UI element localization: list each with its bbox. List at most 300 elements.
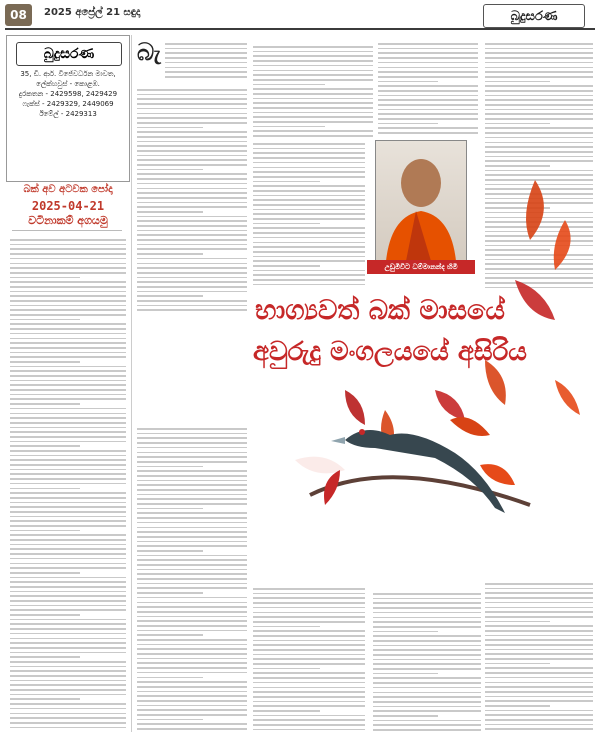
text-line [485,85,593,87]
text-line [10,413,126,415]
text-line [10,638,126,640]
text-line [137,103,247,105]
address-line: 35, ඩී. ආර්. විජේවර්ධන මාවත, [20,70,116,78]
text-line [10,502,126,504]
text-line [10,338,126,340]
text-line [137,466,203,468]
text-line [485,67,593,69]
text-line [165,52,247,54]
text-line [485,621,550,623]
text-line [10,253,126,255]
text-line [10,623,126,625]
text-line [137,267,247,269]
text-line [373,706,481,708]
text-line [137,211,203,213]
text-line [10,689,126,691]
text-line [10,548,126,550]
text-line [10,380,126,382]
text-line [378,132,478,134]
text-line [137,662,247,664]
text-line [10,661,126,663]
text-line [485,616,593,618]
text-line [10,698,80,700]
article-col-2-lower [253,585,365,732]
text-line [373,701,481,703]
text-line [10,370,126,372]
text-line [485,132,593,134]
text-line [10,366,126,368]
text-line [485,644,593,646]
text-line [378,57,478,59]
text-line [373,682,481,684]
text-line [373,621,481,623]
text-line [253,88,373,90]
text-line [10,333,126,335]
text-line [137,705,247,707]
text-line [485,705,550,707]
text-line [137,178,247,180]
text-line [10,558,126,560]
text-line [373,645,481,647]
text-line [10,473,126,475]
text-line [373,696,481,698]
text-line [137,728,247,730]
text-line [485,99,593,101]
text-line [10,361,80,363]
text-line [137,484,247,486]
text-line [10,647,126,649]
text-line [253,621,365,623]
text-line [378,43,478,45]
text-line [10,352,126,354]
text-line [485,76,593,78]
text-line [378,52,478,54]
text-line [373,593,481,595]
text-line [253,143,365,145]
text-line [137,94,247,96]
text-line [253,649,365,651]
text-line [10,492,126,494]
text-line [10,248,126,250]
text-line [485,104,593,106]
text-line [373,659,481,661]
text-line [253,710,320,712]
text-line [253,724,365,726]
text-line [10,525,126,527]
text-line [137,475,247,477]
text-line [373,729,481,731]
text-line [373,635,481,637]
text-line [10,703,126,705]
text-line [137,648,247,650]
text-line [10,530,80,532]
address-line: ලේක්හවුස් - කොළඹ. [36,80,100,88]
text-line [378,90,478,92]
text-line [10,277,80,279]
text-line [485,677,593,679]
text-line [378,48,478,50]
masthead-logo: බුදුසරණ [16,42,122,66]
text-line [373,710,481,712]
text-line [10,713,126,715]
text-line [485,137,593,139]
text-line [10,577,126,579]
koel-bird-illustration [300,375,540,545]
text-line [485,602,593,604]
text-line [485,611,593,613]
text-line [485,52,593,54]
portrait-caption: උඩුමිවිට ධම්මානන්ද හිමි [367,260,475,274]
text-line [137,300,247,302]
text-line [137,723,247,725]
text-line [137,630,247,632]
text-line [137,719,203,721]
section-date: 2025-04-21 [31,199,105,213]
text-line [137,206,247,208]
text-line [485,724,593,726]
text-line [137,173,247,175]
text-line [253,112,373,114]
text-line [253,696,365,698]
text-line [165,43,247,45]
text-line [10,263,126,265]
text-line [137,291,247,293]
text-line [10,464,126,466]
text-line [485,682,593,684]
text-line [10,417,126,419]
text-line [137,234,247,236]
text-line [373,598,481,600]
text-line [10,609,126,611]
text-line [137,512,247,514]
text-line [10,319,80,321]
text-line [10,708,126,710]
text-line [10,563,126,565]
text-line [137,428,247,430]
text-line [137,470,247,472]
text-line [137,239,247,241]
text-line [137,433,247,435]
text-line [10,727,126,729]
text-line [10,511,126,513]
text-line [378,123,438,125]
text-line [485,714,593,716]
text-line [10,305,126,307]
monk-portrait [375,140,467,262]
text-line [485,607,593,609]
text-line [137,216,247,218]
text-line [137,536,247,538]
text-line [10,286,126,288]
text-line [137,263,247,265]
text-line [137,456,247,458]
text-line [378,85,478,87]
text-line [137,620,247,622]
text-line [137,573,247,575]
text-line [253,116,373,118]
text-line [137,503,247,505]
text-line [485,630,593,632]
text-line [137,225,247,227]
headline-line-2: අවුරුදු මංගලයයේ අසිරිය [252,337,528,367]
text-line [485,156,593,158]
text-line [10,403,80,405]
section-title: බක් අව අටවක පෝදා [23,184,113,195]
text-line [10,722,126,724]
text-line [10,680,126,682]
text-line [137,602,247,604]
text-line [137,244,247,246]
text-line [137,709,247,711]
text-line [137,305,247,307]
text-line [10,347,126,349]
text-line [137,578,247,580]
text-line [485,696,593,698]
text-line [378,62,478,64]
fax-line: ෆැක්ස් - 2429329, 2449069 [22,100,114,108]
text-line [373,663,481,665]
text-line [137,155,247,157]
text-line [253,148,365,150]
text-line [378,109,478,111]
text-line [137,606,247,608]
text-line [485,583,593,585]
text-line [137,639,247,641]
text-line [137,258,247,260]
text-line [485,672,593,674]
article-col-1 [137,86,247,316]
text-line [137,564,247,566]
text-line [137,587,247,589]
text-line [137,686,247,688]
email-line: ඊමේල් - 2429313 [39,110,97,118]
text-line [373,649,481,651]
text-line [137,113,247,115]
text-line [485,691,593,693]
text-line [253,98,373,100]
text-line [10,450,126,452]
text-line [137,169,203,171]
headline-line-1: භාග්‍යවත් බක් මාසයේ [255,295,505,326]
text-line [378,104,478,106]
text-line [10,384,126,386]
text-line [137,559,247,561]
text-line [378,76,478,78]
drop-cap: බැ [137,38,161,66]
text-line [485,597,593,599]
text-line [10,394,126,396]
text-line [10,591,126,593]
text-line [373,617,481,619]
text-line [253,102,373,104]
text-line [10,581,126,583]
text-line [10,267,126,269]
text-line [137,447,247,449]
text-line [253,677,365,679]
text-line [137,117,247,119]
text-line [373,677,481,679]
text-line [373,612,481,614]
text-line [137,136,247,138]
text-line [485,127,593,129]
text-line [485,62,593,64]
text-line [10,239,126,241]
text-line [137,89,247,91]
text-line [137,309,247,311]
text-line [485,649,593,651]
text-line [137,248,247,250]
text-line [253,640,365,642]
text-line [137,272,247,274]
text-line [378,127,478,129]
text-line [253,51,373,53]
text-line [485,81,550,83]
text-line [253,157,365,159]
text-line [485,57,593,59]
text-line [10,427,126,429]
text-line [10,281,126,283]
text-line [253,60,373,62]
text-line [253,593,365,595]
page-number-badge: 08 [5,4,32,26]
text-line [485,625,593,627]
text-line [137,695,247,697]
header-rule [5,28,595,30]
text-line [10,469,126,471]
text-line [253,663,365,665]
text-line [253,65,373,67]
text-line [10,595,126,597]
text-line [137,183,247,185]
text-line [137,691,247,693]
text-line [137,277,247,279]
text-line [485,109,593,111]
text-line [137,164,247,166]
text-line [485,118,593,120]
text-line [10,323,126,325]
text-line [485,686,593,688]
text-line [10,272,126,274]
text-line [373,715,438,717]
text-line [137,452,247,454]
text-line [253,705,365,707]
text-line [253,626,320,628]
text-line [485,653,593,655]
text-line [253,654,365,656]
text-line [373,687,481,689]
text-line [137,253,203,255]
text-line [137,141,247,143]
text-line [378,67,478,69]
text-line [10,539,126,541]
text-line [137,188,247,190]
section-subtitle: වටිනාකම් අගයමු [28,214,108,227]
text-line [253,658,365,660]
text-line [137,592,203,594]
text-line [373,720,481,722]
text-line [10,717,126,719]
text-line [165,76,247,78]
text-line [485,663,550,665]
issue-date: 2025 අප්‍රේල් 21 සඳුදා [44,7,141,18]
text-line [253,130,373,132]
text-line [253,79,373,81]
text-line [10,628,126,630]
text-line [10,431,126,433]
text-line [253,672,365,674]
text-line [137,131,247,133]
text-line [485,635,593,637]
text-line [137,644,247,646]
text-line [10,619,126,621]
text-line [137,230,247,232]
text-line [373,668,481,670]
text-line [10,586,126,588]
text-line [253,135,373,137]
text-line [10,652,126,654]
text-line [253,70,373,72]
text-line [165,57,247,59]
article-col-2-top [253,43,373,138]
text-line [10,642,126,644]
text-line [253,107,373,109]
text-line [137,714,247,716]
text-line [137,541,247,543]
text-line [253,74,373,76]
text-line [10,314,126,316]
text-line [10,291,126,293]
text-line [373,631,438,633]
text-line [253,602,365,604]
text-line [137,672,247,674]
text-line [137,286,247,288]
text-line [10,544,126,546]
text-line [253,93,373,95]
article-col-3-top [378,40,478,135]
text-line [137,531,247,533]
text-line [378,71,478,73]
text-line [10,375,126,377]
text-line [10,670,126,672]
text-line [253,719,365,721]
text-line [10,342,126,344]
text-line [137,681,247,683]
text-line [253,607,365,609]
text-line [373,602,481,604]
text-line [485,95,593,97]
text-line [137,677,203,679]
text-line [137,545,247,547]
text-line [253,682,365,684]
text-line [10,605,126,607]
text-line [253,588,365,590]
text-line [137,597,247,599]
text-line [485,588,593,590]
text-line [10,614,80,616]
text-line [137,197,247,199]
text-line [253,630,365,632]
text-line [137,667,247,669]
text-line [10,398,126,400]
text-line [137,122,247,124]
text-line [165,62,247,64]
text-line [137,555,247,557]
text-line [253,715,365,717]
text-line [378,99,478,101]
text-line [165,48,247,50]
text-line [253,616,365,618]
intro-text [165,40,247,80]
